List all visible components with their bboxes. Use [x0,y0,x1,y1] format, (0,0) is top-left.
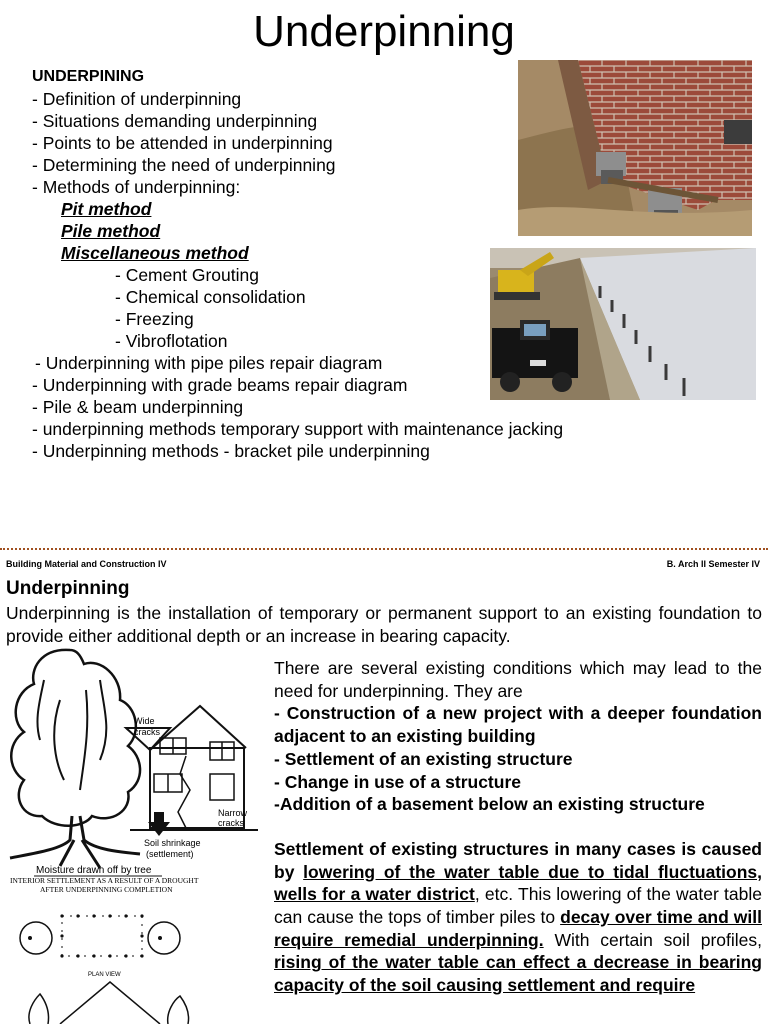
brick-foundation-photo [518,60,752,236]
settlement-paragraph [274,838,762,997]
contents-item: - Underpinning with grade beams repair diagram [32,375,408,395]
label-narrow-cracks-2: cracks [218,818,245,828]
misc-item: - Cement Grouting [115,265,259,285]
contents-item: - Pile & beam underpinning [32,397,244,417]
para-text: , etc. This lowering of the water table can cause the tops of timber piles to [274,884,763,928]
misc-item: - Vibroflotation [115,331,228,351]
condition-item: - Construction of a new project with a deeper foundation adjacent to an existing building [274,703,762,747]
page-title: Underpinning [253,7,515,56]
label-moisture: Moisture drawn off by tree [36,865,152,876]
label-narrow-cracks: Narrow [218,808,248,818]
contents-item: - Underpinning methods - bracket pile underpinning [32,441,430,461]
course-label: Building Material and Construction IV [6,559,167,569]
label-wide-cracks-2: cracks [134,727,161,737]
contents-item: - underpinning methods temporary support with maintenance jacking [32,419,564,439]
contents-item: - Underpinning with pipe piles repair diagram [35,353,383,373]
settlement-diagram [0,640,262,1024]
method-pile: Pile method [61,221,161,241]
section-divider [0,548,768,550]
method-pit: Pit method [61,199,152,219]
contents-item: - Methods of underpinning: [32,177,241,197]
contents-list [32,66,563,462]
para-underlined: lowering of the water table due to tidal fluctuations, wells for a water district [274,861,762,905]
contents-item: - Situations demanding underpinning [32,111,318,131]
contents-item: - Determining the need of underpinning [32,155,336,175]
condition-item: - Settlement of an existing structure [274,748,573,769]
contents-heading: UNDERPINING [32,68,145,85]
label-plan-view: PLAN VIEW [88,972,121,978]
conditions-intro: There are several existing conditions which may lead to the need for underpinning. They are [274,658,762,701]
excavation-site-photo [490,248,756,400]
label-wide-cracks: Wide [134,716,155,726]
method-misc: Miscellaneous method [61,243,249,263]
conditions-text [274,657,762,997]
para-underlined: decay over time and will require remedial underpinning. [274,907,762,950]
condition-item: - Change in use of a structure [274,771,521,792]
misc-item: - Chemical consolidation [115,287,306,307]
caption-completion: AFTER UNDERPINNING COMPLETION [40,885,173,894]
section-heading: Underpinning [6,578,130,599]
contents-item: - Definition of underpinning [32,89,242,109]
para-underlined: rising of the water table can effect a decrease in bearing capacity of the soil causing settlement and require [274,952,762,996]
semester-label: B. Arch II Semester IV [666,559,760,569]
label-soil-shrinkage: Soil shrinkage [144,838,201,848]
para-text: Settlement of existing structures in many cases is caused by [274,838,762,882]
misc-item: - Freezing [115,309,194,329]
para-text: With certain soil profiles, [543,929,762,950]
label-settlement: (settlement) [146,849,194,859]
contents-item: - Points to be attended in underpinning [32,133,333,153]
condition-item: -Addition of a basement below an existing structure [274,794,705,815]
caption-settlement: INTERIOR SETTLEMENT AS A RESULT OF A DROUGHT [10,876,199,885]
definition-text: Underpinning is the installation of temporary or permanent support to an existing foundation to provide either additional depth or an increase in bearing capacity. [6,603,762,646]
